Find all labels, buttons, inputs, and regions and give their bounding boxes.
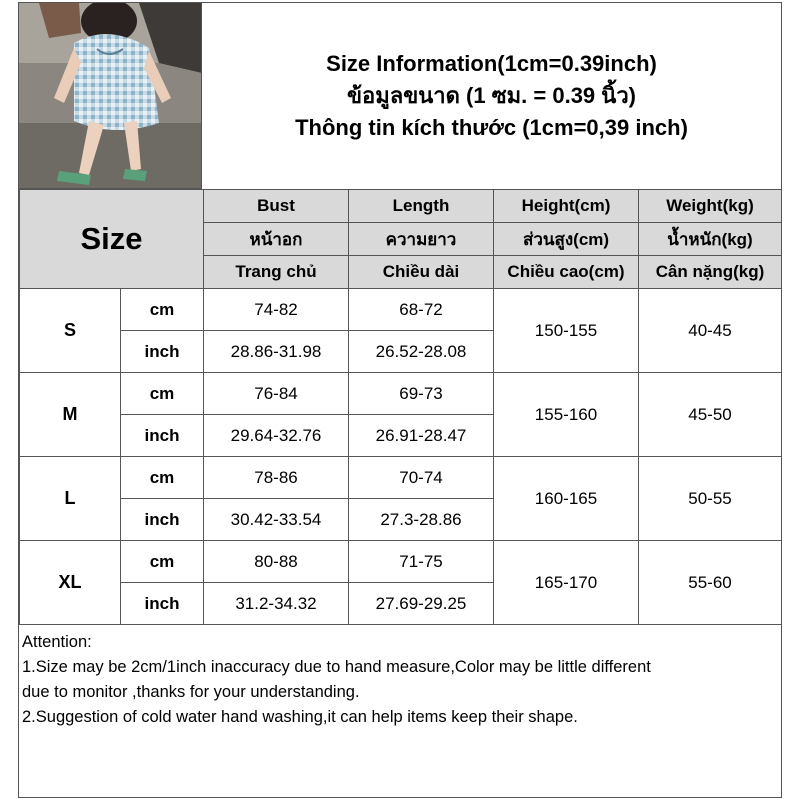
title-vietnamese: Thông tin kích thước (1cm=0,39 inch) bbox=[295, 115, 688, 140]
table-row bbox=[20, 373, 782, 415]
weight-range: 50-55 bbox=[639, 457, 782, 541]
header-row-english bbox=[20, 190, 782, 223]
unit-cm: cm bbox=[121, 541, 204, 583]
attention-line: 2.Suggestion of cold water hand washing,it can help items keep their shape. bbox=[22, 708, 578, 726]
header-bust: Bust bbox=[204, 190, 349, 223]
length-cm: 71-75 bbox=[349, 541, 494, 583]
table-row bbox=[20, 289, 782, 331]
unit-cm: cm bbox=[121, 457, 204, 499]
size-label: M bbox=[20, 373, 121, 457]
length-cm: 68-72 bbox=[349, 289, 494, 331]
unit-cm: cm bbox=[121, 373, 204, 415]
attention-line: 1.Size may be 2cm/1inch inaccuracy due to hand measure,Color may be little different bbox=[22, 658, 651, 676]
header-bust-vietnamese: Trang chủ bbox=[204, 256, 349, 289]
size-label: XL bbox=[20, 541, 121, 625]
title-thai: ข้อมูลขนาด (1 ซม. = 0.39 นิ้ว) bbox=[346, 83, 636, 108]
length-inch: 26.52-28.08 bbox=[349, 331, 494, 373]
bust-cm: 74-82 bbox=[204, 289, 349, 331]
weight-range: 45-50 bbox=[639, 373, 782, 457]
header-weight-thai: น้ำหนัก(kg) bbox=[639, 223, 782, 256]
weight-range: 40-45 bbox=[639, 289, 782, 373]
height-range: 155-160 bbox=[494, 373, 639, 457]
header-length: Length bbox=[349, 190, 494, 223]
bust-inch: 30.42-33.54 bbox=[204, 499, 349, 541]
header-weight: Weight(kg) bbox=[639, 190, 782, 223]
size-label: L bbox=[20, 457, 121, 541]
table-row bbox=[20, 541, 782, 583]
header-weight-vietnamese: Cân nặng(kg) bbox=[639, 256, 782, 289]
unit-inch: inch bbox=[121, 583, 204, 625]
unit-cm: cm bbox=[121, 289, 204, 331]
product-photo bbox=[19, 3, 202, 189]
header-height: Height(cm) bbox=[494, 190, 639, 223]
bust-inch: 31.2-34.32 bbox=[204, 583, 349, 625]
length-cm: 70-74 bbox=[349, 457, 494, 499]
header-bust-thai: หน้าอก bbox=[204, 223, 349, 256]
bust-cm: 80-88 bbox=[204, 541, 349, 583]
length-inch: 27.3-28.86 bbox=[349, 499, 494, 541]
bust-inch: 29.64-32.76 bbox=[204, 415, 349, 457]
header-height-vietnamese: Chiều cao(cm) bbox=[494, 256, 639, 289]
size-column-header: Size bbox=[20, 190, 204, 289]
unit-inch: inch bbox=[121, 331, 204, 373]
attention-heading: Attention: bbox=[22, 633, 92, 651]
height-range: 160-165 bbox=[494, 457, 639, 541]
attention-notes bbox=[19, 627, 781, 797]
table-row bbox=[20, 457, 782, 499]
weight-range: 55-60 bbox=[639, 541, 782, 625]
title-english: Size Information(1cm=0.39inch) bbox=[326, 51, 657, 76]
bust-cm: 76-84 bbox=[204, 373, 349, 415]
size-table bbox=[19, 189, 782, 625]
length-inch: 27.69-29.25 bbox=[349, 583, 494, 625]
attention-line: due to monitor ,thanks for your understanding. bbox=[22, 683, 360, 701]
length-inch: 26.91-28.47 bbox=[349, 415, 494, 457]
bust-cm: 78-86 bbox=[204, 457, 349, 499]
header-length-thai: ความยาว bbox=[349, 223, 494, 256]
length-cm: 69-73 bbox=[349, 373, 494, 415]
unit-inch: inch bbox=[121, 415, 204, 457]
header-length-vietnamese: Chiều dài bbox=[349, 256, 494, 289]
height-range: 165-170 bbox=[494, 541, 639, 625]
size-information-title bbox=[202, 3, 781, 189]
unit-inch: inch bbox=[121, 499, 204, 541]
model-photo-illustration bbox=[19, 3, 202, 189]
header-height-thai: ส่วนสูง(cm) bbox=[494, 223, 639, 256]
size-label: S bbox=[20, 289, 121, 373]
height-range: 150-155 bbox=[494, 289, 639, 373]
bust-inch: 28.86-31.98 bbox=[204, 331, 349, 373]
